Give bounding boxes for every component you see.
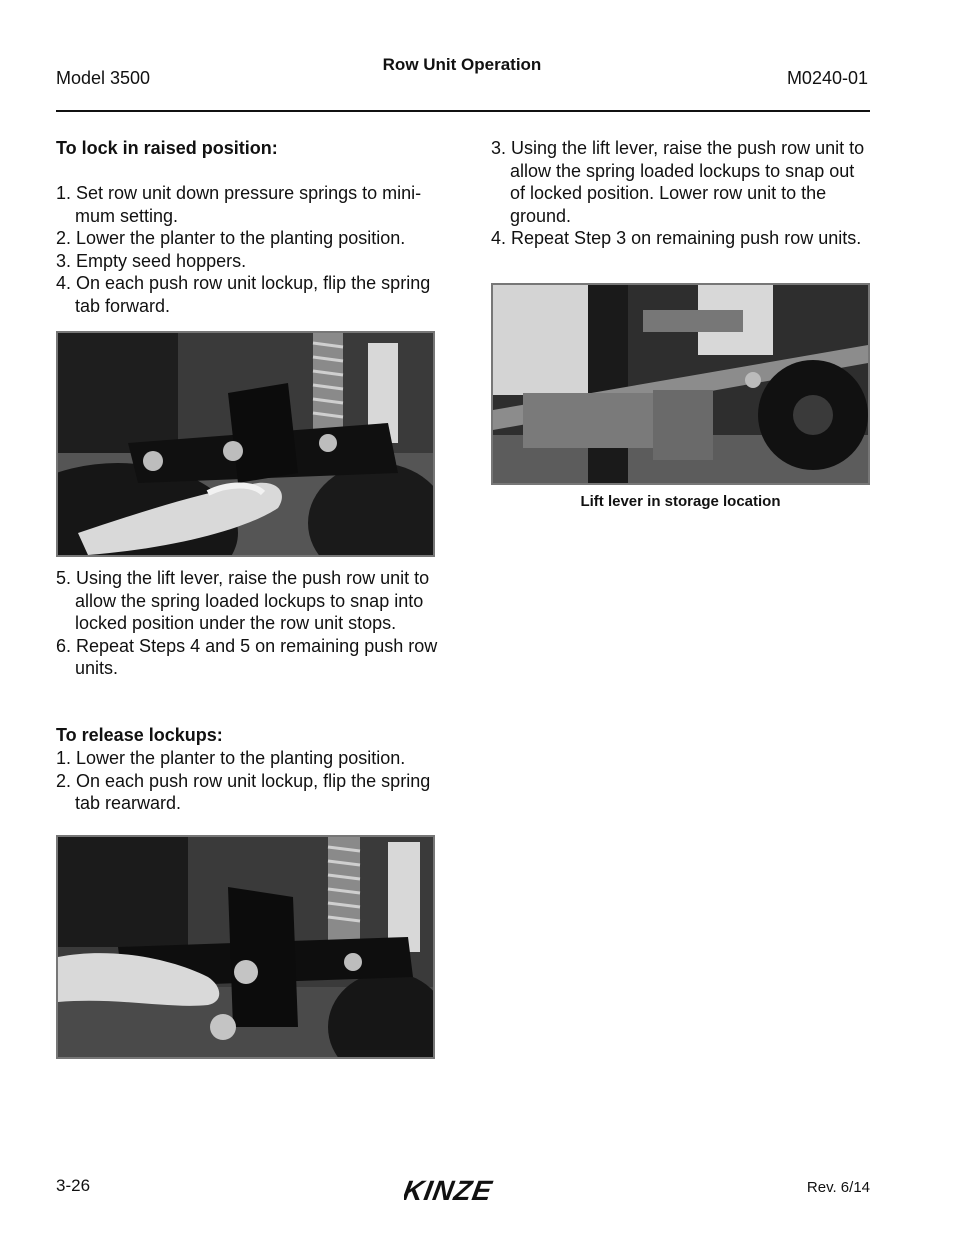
release-heading: To release lockups:	[56, 725, 223, 745]
manual-number: M0240-01	[786, 68, 868, 88]
page-number: 3-26	[56, 1176, 91, 1195]
list-item: 3. Using the lift lever, raise the push row unit to allow the spring loaded lockups to snap out of locked position. Lower row unit to the ground.	[491, 138, 865, 226]
lift-lever-photo	[491, 283, 870, 485]
model-label: Model 3500	[56, 68, 151, 88]
svg-text:KINZE: KINZE	[404, 1175, 496, 1205]
list-item: 4. Repeat Step 3 on remaining push row units.	[491, 228, 862, 248]
section-title: Row Unit Operation	[382, 55, 542, 74]
release-steps-list	[56, 747, 438, 815]
lockup-forward-photo	[56, 331, 435, 557]
list-item: 4. On each push row unit lockup, flip the spring tab forward.	[56, 273, 431, 316]
list-item: 3. Empty seed hoppers.	[56, 250, 247, 271]
list-item: 6. Repeat Steps 4 and 5 on remaining push row units.	[56, 635, 438, 678]
lock-steps-list	[56, 182, 438, 317]
list-item: 1. Set row unit down pressure springs to mini-mum setting.	[56, 183, 422, 226]
photo-caption: Lift lever in storage location	[580, 493, 781, 510]
header-rule	[56, 110, 870, 112]
list-item: 2. Lower the planter to the planting position.	[56, 228, 406, 248]
list-item: 5. Using the lift lever, raise the push row unit to allow the spring loaded lockups to snap into locked position under the row unit stops.	[56, 568, 430, 633]
lock-heading: To lock in raised position:	[56, 138, 278, 158]
lock-steps-list-2	[56, 567, 438, 680]
kinze-logo	[404, 1175, 524, 1205]
list-item: 1. Lower the planter to the planting position.	[56, 748, 406, 768]
list-item: 2. On each push row unit lockup, flip the spring tab rearward.	[56, 770, 431, 813]
lockup-rearward-photo	[56, 835, 435, 1059]
revision-date: Rev. 6/14	[806, 1179, 870, 1196]
release-steps-list-2	[491, 137, 871, 250]
